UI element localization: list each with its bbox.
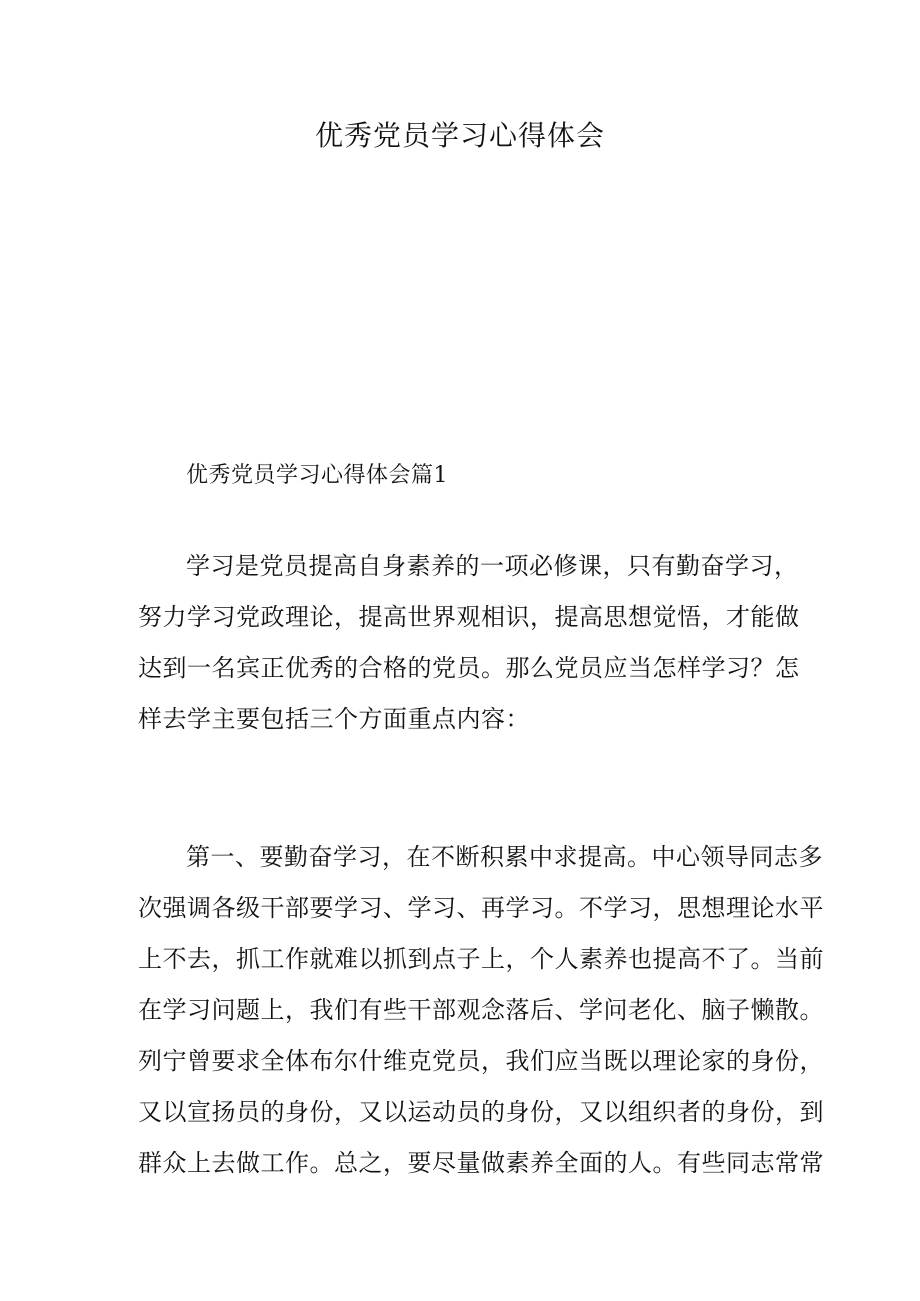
paragraph-line: 样去学主要包括三个方面重点内容： (138, 705, 530, 733)
paragraph-line: 第一、要勤奋学习，在不断积累中求提高。中心领导同志多 (186, 843, 823, 871)
paragraph-line: 又以宣扬员的身份，又以运动员的身份，又以组织者的身份，到 (138, 1098, 824, 1126)
paragraph-intro (138, 541, 800, 745)
paragraph-line: 列宁曾要求全体布尔什维克党员，我们应当既以理论家的身份， (138, 1047, 824, 1075)
paragraph-line: 达到一名宾正优秀的合格的党员。那么党员应当怎样学习？怎 (138, 654, 800, 682)
paragraph-line: 上不去，抓工作就难以抓到点子上，个人素养也提高不了。当前 (138, 945, 824, 973)
paragraph-line: 群众上去做工作。总之，要尽量做素养全面的人。有些同志常常 (138, 1149, 824, 1177)
section-heading: 优秀党员学习心得体会篇1 (186, 463, 448, 488)
paragraph-line: 次强调各级干部要学习、学习、再学习。不学习，思想理论水平 (138, 894, 824, 922)
paragraph-line: 在学习问题上，我们有些干部观念落后、学问老化、脑子懒散。 (138, 996, 824, 1024)
paragraph-line: 学习是党员提高自身素养的一项必修课，只有勤奋学习， (186, 552, 799, 580)
paragraph-first-point (138, 832, 824, 1189)
paragraph-line: 努力学习党政理论，提高世界观相识，提高思想觉悟，才能做 (138, 603, 800, 631)
document-title: 优秀党员学习心得体会 (314, 119, 605, 152)
